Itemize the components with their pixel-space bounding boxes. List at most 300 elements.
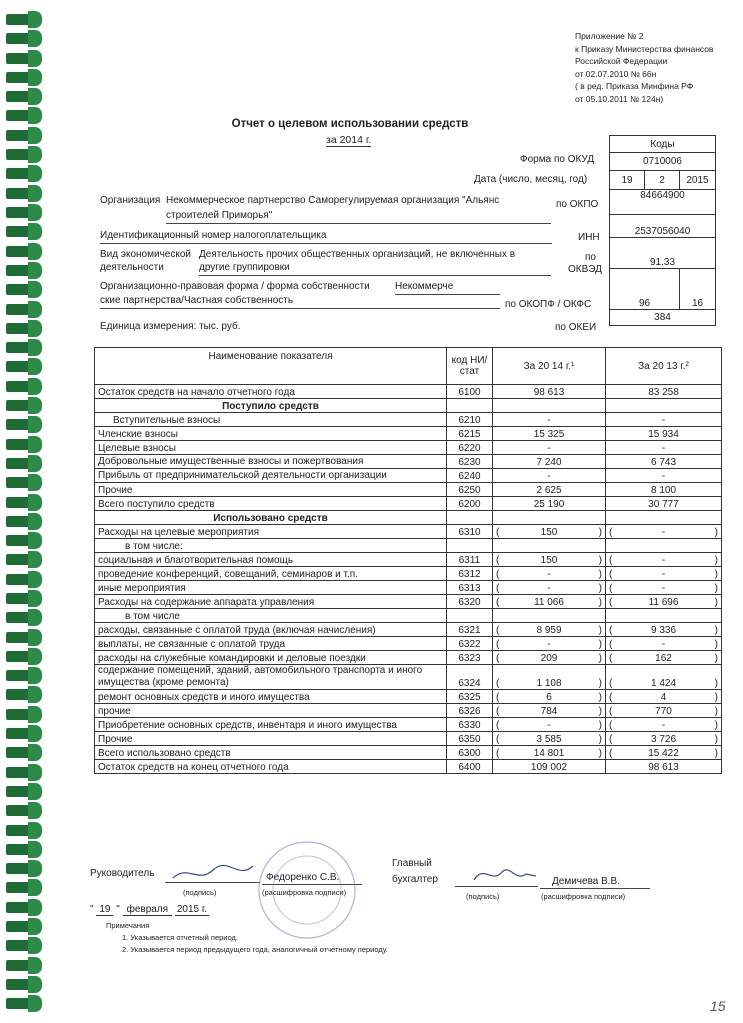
section-heading: Поступило средств xyxy=(95,399,447,413)
okud-label: Форма по ОКУД xyxy=(520,154,595,165)
open-paren: ( xyxy=(609,555,613,566)
codes-header: Коды xyxy=(610,136,716,153)
current-year-value xyxy=(493,746,606,760)
close-paren: ) xyxy=(714,653,718,664)
paren-wrapper xyxy=(609,734,718,745)
empty-cell xyxy=(606,399,722,413)
empty-cell xyxy=(606,511,722,525)
row-name: проведение конференций, совещаний, семинаров и т.п. xyxy=(95,567,447,581)
inn-label: ИНН xyxy=(578,232,600,243)
activity-underline xyxy=(199,275,551,276)
row-code: 6330 xyxy=(447,718,493,732)
activity-line2: другие группировки xyxy=(199,262,290,273)
empty-cell xyxy=(447,399,493,413)
table-row xyxy=(95,690,722,704)
okei-value: 384 xyxy=(610,310,716,326)
value-text: 209 xyxy=(540,653,558,664)
binding-ring xyxy=(6,381,36,392)
open-paren: ( xyxy=(496,597,500,608)
table-row xyxy=(95,651,722,665)
activity-label: Вид экономической xyxy=(100,249,191,260)
table-row xyxy=(95,525,722,539)
chief-label: бухгалтер xyxy=(392,874,438,885)
value-text: 3 585 xyxy=(536,734,562,745)
current-year-value xyxy=(493,595,606,609)
open-paren: ( xyxy=(609,597,613,608)
paren-wrapper xyxy=(496,692,602,703)
binding-ring xyxy=(6,651,36,662)
value-text: 770 xyxy=(655,706,672,717)
org-label: Организация xyxy=(100,195,161,206)
open-paren: ( xyxy=(609,720,613,731)
value-text: 162 xyxy=(655,653,672,664)
date-quote: " xyxy=(116,904,120,915)
inn-field-label: Идентификационный номер налогоплательщика xyxy=(100,230,327,241)
header-current-year: За 20 14 г.¹ xyxy=(493,348,606,385)
binding-ring xyxy=(6,207,36,218)
table-row xyxy=(95,732,722,746)
row-name: Членские взносы xyxy=(95,427,447,441)
row-code: 6320 xyxy=(447,595,493,609)
value-text: - xyxy=(661,555,666,566)
value-text: - xyxy=(547,583,551,594)
table-row xyxy=(95,665,722,690)
header-code-line: код НИ/ xyxy=(451,355,488,366)
open-paren: ( xyxy=(496,692,500,703)
current-year-value: 7 240 xyxy=(493,455,606,469)
date-year: 2015 xyxy=(680,171,716,190)
row-name: ремонт основных средств и иного имущества xyxy=(95,690,447,704)
row-name: Всего поступило средств xyxy=(95,497,447,511)
close-paren: ) xyxy=(714,625,718,636)
row-name: прочие xyxy=(95,704,447,718)
paren-wrapper xyxy=(496,569,602,580)
previous-year-value xyxy=(606,704,722,718)
open-paren: ( xyxy=(496,555,500,566)
appendix-line: ( в ред. Приказа Минфина РФ xyxy=(575,81,694,91)
table-row xyxy=(95,609,722,623)
paren-wrapper xyxy=(609,597,718,608)
unit-label: Единица измерения: тыс. руб. xyxy=(100,321,241,332)
paren-wrapper xyxy=(609,639,718,650)
close-paren: ) xyxy=(598,734,602,745)
sign-date xyxy=(90,904,209,915)
row-name: Остаток средств на конец отчетного года xyxy=(95,760,447,774)
head-name-caption: (расшифровка подписи) xyxy=(262,888,347,897)
row-name: выплаты, не связанные с оплатой труда xyxy=(95,637,447,651)
binding-ring xyxy=(6,497,36,508)
row-code: 6200 xyxy=(447,497,493,511)
binding-ring xyxy=(6,130,36,141)
open-paren: ( xyxy=(496,583,500,594)
previous-year-value xyxy=(606,525,722,539)
open-paren: ( xyxy=(609,639,613,650)
open-paren: ( xyxy=(496,748,500,759)
current-year-value: - xyxy=(493,441,606,455)
paren-wrapper xyxy=(496,734,602,745)
binding-ring xyxy=(6,574,36,585)
table-row xyxy=(95,718,722,732)
table-row xyxy=(95,483,722,497)
previous-year-value xyxy=(606,732,722,746)
open-paren: ( xyxy=(496,720,500,731)
row-name: Остаток средств на начало отчетного года xyxy=(95,385,447,399)
date-label: Дата (число, месяц, год) xyxy=(474,174,588,185)
current-year-value xyxy=(493,651,606,665)
previous-year-value: 98 613 xyxy=(606,760,722,774)
open-paren: ( xyxy=(609,569,613,580)
current-year-value xyxy=(493,732,606,746)
paren-wrapper xyxy=(496,625,602,636)
open-paren: ( xyxy=(496,639,500,650)
table-row xyxy=(95,637,722,651)
note-item: 2. Указывается период предыдущего года, аналогичный отчетному периоду. xyxy=(122,945,388,954)
binding-ring xyxy=(6,612,36,623)
row-name: содержание помещений, зданий, автомобильного транспорта и иного имущества (кроме ремонта) xyxy=(95,665,447,690)
open-paren: ( xyxy=(609,678,613,689)
previous-year-value xyxy=(606,567,722,581)
table-row xyxy=(95,539,722,553)
previous-year-value xyxy=(606,581,722,595)
binding-ring xyxy=(6,53,36,64)
open-paren: ( xyxy=(609,748,613,759)
binding-ring xyxy=(6,265,36,276)
current-year-value xyxy=(493,704,606,718)
sign-date-day: 19 xyxy=(96,904,113,916)
paren-wrapper xyxy=(496,706,602,717)
value-text: 11 696 xyxy=(648,597,679,608)
chief-label: Главный xyxy=(392,858,432,869)
binding-ring xyxy=(6,149,36,160)
row-name: Добровольные имущественные взносы и пожертвования xyxy=(95,455,447,469)
binding-ring xyxy=(6,284,36,295)
open-paren: ( xyxy=(609,734,613,745)
row-code: 6100 xyxy=(447,385,493,399)
value-text: 8 959 xyxy=(536,625,562,636)
current-year-value xyxy=(493,623,606,637)
row-name: Прочие xyxy=(95,483,447,497)
current-year-value xyxy=(493,525,606,539)
value-text: 11 066 xyxy=(534,597,564,608)
table-row xyxy=(95,746,722,760)
value-text: - xyxy=(547,639,551,650)
table-row xyxy=(95,581,722,595)
current-year-value xyxy=(493,567,606,581)
binding-ring xyxy=(6,670,36,681)
date-quote: " xyxy=(90,904,94,915)
row-name: Приобретение основных средств, инвентаря и иного имущества xyxy=(95,718,447,732)
table-row xyxy=(95,497,722,511)
paren-wrapper xyxy=(496,555,602,566)
inn-underline xyxy=(100,243,552,244)
close-paren: ) xyxy=(598,720,602,731)
binding-ring xyxy=(6,805,36,816)
sign-date-year: 2015 г. xyxy=(176,904,208,915)
empty-cell xyxy=(447,539,493,553)
note-item: 1. Указывается отчетный период. xyxy=(122,933,238,942)
paren-wrapper xyxy=(609,569,718,580)
paren-wrapper xyxy=(496,527,602,538)
current-year-value xyxy=(493,581,606,595)
row-name: Всего использовано средств xyxy=(95,746,447,760)
row-name: Прибыль от предпринимательской деятельности организации xyxy=(95,469,447,483)
row-code: 6324 xyxy=(447,665,493,690)
okopf-label: по ОКОПФ / ОКФС xyxy=(505,299,592,310)
previous-year-value: 15 934 xyxy=(606,427,722,441)
table-row xyxy=(95,413,722,427)
row-code: 6323 xyxy=(447,651,493,665)
chief-name-caption: (расшифровка подписи) xyxy=(541,892,626,901)
open-paren: ( xyxy=(609,583,613,594)
binding-ring xyxy=(6,91,36,102)
okved-label: по xyxy=(585,252,596,263)
table-row xyxy=(95,399,722,413)
binding-ring xyxy=(6,304,36,315)
table-row xyxy=(95,469,722,483)
binding-ring xyxy=(6,979,36,990)
head-name: Федоренко С.В. xyxy=(266,872,340,883)
paren-wrapper xyxy=(496,583,602,594)
value-text: - xyxy=(661,720,666,731)
previous-year-value: - xyxy=(606,469,722,483)
row-label: в том числе xyxy=(95,609,447,623)
empty-cell xyxy=(493,511,606,525)
current-year-value: - xyxy=(493,413,606,427)
binding-ring xyxy=(6,998,36,1009)
value-text: 1 108 xyxy=(536,678,562,689)
binding-ring xyxy=(6,458,36,469)
form-line2: ские партнерства/Частная собственность xyxy=(100,295,294,306)
row-code: 6230 xyxy=(447,455,493,469)
previous-year-value xyxy=(606,623,722,637)
paren-wrapper xyxy=(609,583,718,594)
activity-label: деятельности xyxy=(100,262,164,273)
head-signature xyxy=(168,860,258,886)
chief-name: Демичева В.В. xyxy=(552,876,621,887)
binding-ring xyxy=(6,323,36,334)
row-name: расходы на служебные командировки и деловые поездки xyxy=(95,651,447,665)
inn-value: 2537056040 xyxy=(610,215,716,238)
previous-year-value xyxy=(606,651,722,665)
close-paren: ) xyxy=(598,597,602,608)
report-title: Отчет о целевом использовании средств xyxy=(231,118,469,130)
value-text: 150 xyxy=(540,555,558,566)
previous-year-value: 83 258 xyxy=(606,385,722,399)
header-previous-year: За 20 13 г.² xyxy=(606,348,722,385)
current-year-value xyxy=(493,718,606,732)
notes-title: Примечания xyxy=(106,921,150,930)
previous-year-value xyxy=(606,665,722,690)
table-row xyxy=(95,427,722,441)
row-code: 6400 xyxy=(447,760,493,774)
funds-table xyxy=(94,347,722,774)
notes xyxy=(106,920,388,956)
paren-wrapper xyxy=(609,653,718,664)
row-name: социальная и благотворительная помощь xyxy=(95,553,447,567)
close-paren: ) xyxy=(598,748,602,759)
value-text: 15 422 xyxy=(648,748,679,759)
close-paren: ) xyxy=(598,692,602,703)
binding-ring xyxy=(6,477,36,488)
row-code: 6322 xyxy=(447,637,493,651)
row-code: 6240 xyxy=(447,469,493,483)
paren-wrapper xyxy=(609,692,718,703)
previous-year-value xyxy=(606,718,722,732)
binding-ring xyxy=(6,535,36,546)
org-name-line2: строителей Приморья" xyxy=(166,210,273,221)
table-row xyxy=(95,704,722,718)
close-paren: ) xyxy=(598,639,602,650)
current-year-value xyxy=(493,690,606,704)
close-paren: ) xyxy=(714,748,718,759)
okved-value: 91.33 xyxy=(610,238,716,269)
row-code: 6310 xyxy=(447,525,493,539)
table-row xyxy=(95,553,722,567)
binding-ring xyxy=(6,960,36,971)
paren-wrapper xyxy=(609,678,718,689)
org-underline xyxy=(166,223,551,224)
binding-ring xyxy=(6,709,36,720)
appendix-line: к Приказу Министерства финансов xyxy=(575,43,714,54)
open-paren: ( xyxy=(496,527,500,538)
okved-label: ОКВЭД xyxy=(568,264,602,275)
current-year-value xyxy=(493,665,606,690)
head-label: Руководитель xyxy=(90,868,155,879)
binding-ring xyxy=(6,844,36,855)
binding-ring xyxy=(6,400,36,411)
appendix-line: Приложение № 2 xyxy=(575,31,644,41)
table-row xyxy=(95,441,722,455)
chief-sign-caption: (подпись) xyxy=(466,892,500,901)
row-name: Расходы на содержание аппарата управления xyxy=(95,595,447,609)
org-name-line1: Некоммерческое партнерство Саморегулируемая организация "Альянс xyxy=(166,195,500,206)
previous-year-value xyxy=(606,690,722,704)
value-text: 3 726 xyxy=(650,734,677,745)
open-paren: ( xyxy=(496,569,500,580)
row-code: 6313 xyxy=(447,581,493,595)
row-code: 6321 xyxy=(447,623,493,637)
binding-ring xyxy=(6,419,36,430)
spiral-binding xyxy=(0,0,48,1023)
previous-year-value xyxy=(606,553,722,567)
close-paren: ) xyxy=(714,527,718,538)
binding-ring xyxy=(6,902,36,913)
value-text: 14 801 xyxy=(533,748,565,759)
value-text: 9 336 xyxy=(650,625,677,636)
binding-ring xyxy=(6,728,36,739)
empty-cell xyxy=(447,511,493,525)
table-row xyxy=(95,511,722,525)
header-name: Наименование показателя xyxy=(95,348,447,385)
row-code: 6220 xyxy=(447,441,493,455)
appendix-line: от 05.10.2011 № 124н) xyxy=(575,93,664,104)
binding-ring xyxy=(6,516,36,527)
table-row xyxy=(95,760,722,774)
binding-ring xyxy=(6,786,36,797)
header-code xyxy=(447,348,493,385)
empty-cell xyxy=(606,539,722,553)
row-name: Вступительные взносы xyxy=(95,413,447,427)
empty-cell xyxy=(606,609,722,623)
current-year-value xyxy=(493,637,606,651)
open-paren: ( xyxy=(609,653,613,664)
paren-wrapper xyxy=(496,653,602,664)
value-text: 784 xyxy=(540,706,558,717)
binding-ring xyxy=(6,921,36,932)
current-year-value: 25 190 xyxy=(493,497,606,511)
table-row xyxy=(95,567,722,581)
row-name: Целевые взносы xyxy=(95,441,447,455)
form-underline xyxy=(100,308,500,309)
appendix-line: Российской Федерации xyxy=(575,56,668,66)
row-code: 6350 xyxy=(447,732,493,746)
paren-wrapper xyxy=(609,527,718,538)
close-paren: ) xyxy=(714,706,718,717)
form-line1: Некоммерче xyxy=(395,281,454,292)
date-month: 2 xyxy=(645,171,680,190)
header-code-line: стат xyxy=(459,366,480,377)
previous-year-value xyxy=(606,746,722,760)
previous-year-value: - xyxy=(606,441,722,455)
empty-cell xyxy=(493,609,606,623)
section-heading: Использовано средств xyxy=(95,511,447,525)
binding-ring xyxy=(6,689,36,700)
date-day: 19 xyxy=(610,171,645,190)
codes-table xyxy=(609,135,716,326)
previous-year-value: 6 743 xyxy=(606,455,722,469)
paren-wrapper xyxy=(609,720,718,731)
row-code: 6250 xyxy=(447,483,493,497)
close-paren: ) xyxy=(714,555,718,566)
value-text: 4 xyxy=(660,692,667,703)
binding-ring xyxy=(6,825,36,836)
open-paren: ( xyxy=(496,734,500,745)
current-year-value: 15 325 xyxy=(493,427,606,441)
activity-line1: Деятельность прочих общественных организаций, не включенных в xyxy=(199,249,516,260)
row-code: 6325 xyxy=(447,690,493,704)
value-text: - xyxy=(661,639,666,650)
close-paren: ) xyxy=(598,555,602,566)
value-text: - xyxy=(661,569,666,580)
open-paren: ( xyxy=(496,653,500,664)
current-year-value xyxy=(493,553,606,567)
okei-label: по ОКЕИ xyxy=(555,322,597,333)
form-underline xyxy=(395,294,500,295)
close-paren: ) xyxy=(714,639,718,650)
table-row xyxy=(95,385,722,399)
okfs-value: 16 xyxy=(680,269,716,310)
row-name: расходы, связанные с оплатой труда (включая начисления) xyxy=(95,623,447,637)
okopf-value: 96 xyxy=(610,269,680,310)
binding-ring xyxy=(6,940,36,951)
empty-cell xyxy=(493,399,606,413)
close-paren: ) xyxy=(714,583,718,594)
close-paren: ) xyxy=(598,569,602,580)
close-paren: ) xyxy=(598,653,602,664)
binding-ring xyxy=(6,361,36,372)
binding-ring xyxy=(6,188,36,199)
value-text: 1 424 xyxy=(650,678,677,689)
report-period: за 2014 г. xyxy=(326,134,372,146)
table-row xyxy=(95,595,722,609)
binding-ring xyxy=(6,342,36,353)
row-name: иные мероприятия xyxy=(95,581,447,595)
okpo-value: 84664900 xyxy=(610,190,716,215)
table-row xyxy=(95,623,722,637)
row-code: 6300 xyxy=(447,746,493,760)
open-paren: ( xyxy=(496,625,500,636)
binding-ring xyxy=(6,246,36,257)
